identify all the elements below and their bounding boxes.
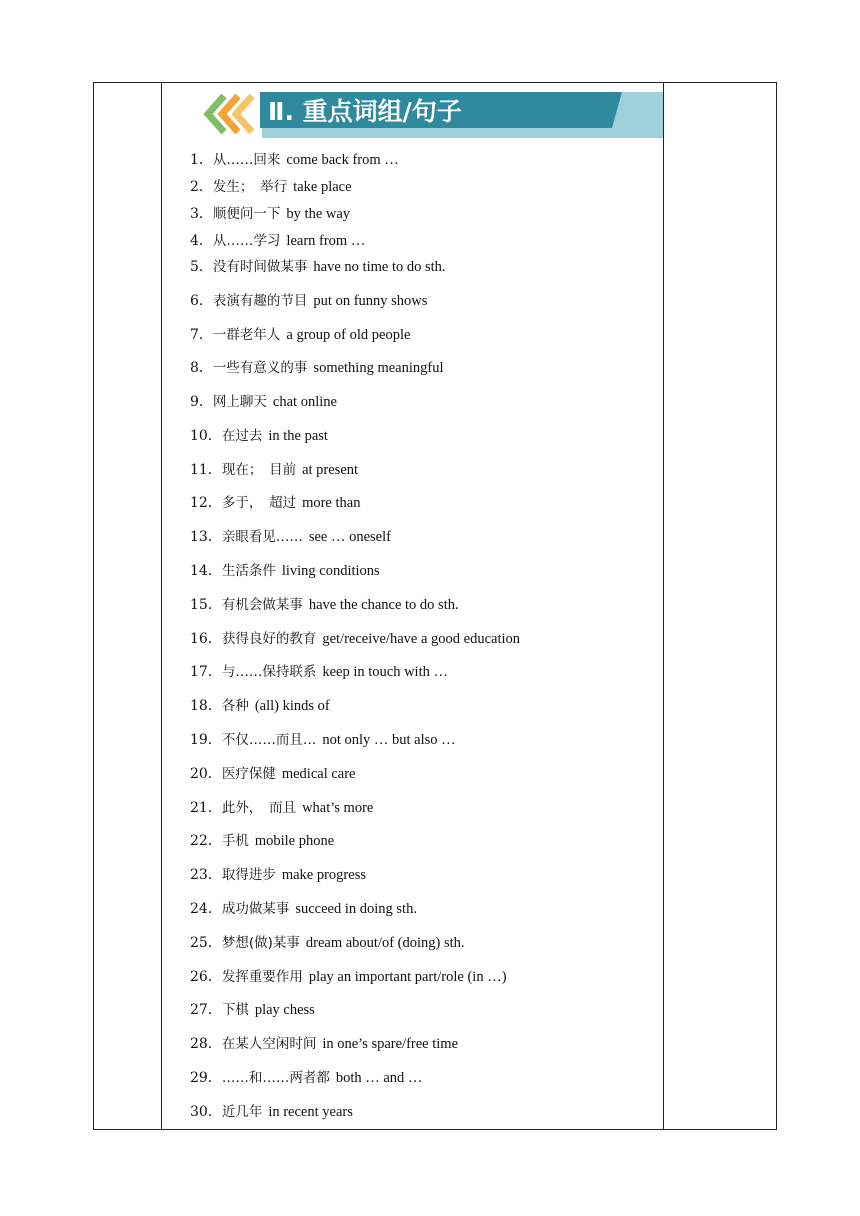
phrase-english: in recent years [268, 1104, 353, 1120]
phrase-item [190, 661, 448, 683]
phrase-item [190, 797, 373, 819]
phrase-english: not only … but also … [322, 732, 456, 748]
phrase-chinese: 发挥重要作用 [221, 969, 303, 985]
phrase-item [190, 391, 337, 413]
phrase-english: a group of old people [286, 327, 411, 343]
phrase-item [190, 1101, 353, 1123]
phrase-item [190, 425, 328, 447]
phrase-number: 16． [190, 631, 222, 647]
phrase-chinese: 梦想(做)某事 [221, 935, 300, 951]
phrase-item [190, 560, 380, 582]
phrase-chinese: 从……回来 [212, 152, 281, 168]
phrase-english: succeed in doing sth. [295, 901, 417, 917]
phrase-chinese: 发生； 举行 [212, 179, 288, 195]
phrase-number: 27． [190, 1002, 222, 1018]
phrase-item [190, 149, 399, 171]
phrase-chinese: 手机 [221, 833, 249, 849]
phrase-item [190, 999, 315, 1021]
phrase-item [190, 898, 417, 920]
phrase-chinese: 一些有意义的事 [212, 360, 308, 376]
section-title: Ⅱ. 重点词组/句子 [268, 97, 462, 126]
phrase-english: make progress [281, 867, 366, 883]
phrase-english: play chess [254, 1002, 315, 1018]
phrase-english: get/receive/have a good education [322, 631, 520, 647]
phrase-item [190, 932, 465, 954]
phrase-number: 6． [190, 293, 213, 309]
phrase-english: by the way [286, 206, 351, 222]
phrase-item [190, 459, 358, 481]
phrase-number: 18． [190, 698, 222, 714]
phrase-item [190, 1067, 422, 1089]
phrase-english: mobile phone [254, 833, 335, 849]
phrase-number: 24． [190, 901, 222, 917]
phrase-english: in the past [268, 428, 328, 444]
phrase-item [190, 203, 350, 225]
phrase-number: 9． [190, 394, 213, 410]
phrase-number: 8． [190, 360, 213, 376]
phrase-number: 19． [190, 732, 222, 748]
phrase-chinese: 此外， 而且 [221, 800, 297, 816]
phrase-chinese: 没有时间做某事 [212, 259, 308, 275]
phrase-number: 22． [190, 833, 222, 849]
phrase-item [190, 695, 330, 717]
phrase-english: learn from … [286, 233, 366, 249]
phrase-english: at present [302, 462, 359, 478]
phrase-english: both … and … [335, 1070, 423, 1086]
phrase-chinese: 取得进步 [221, 867, 276, 883]
phrase-item [190, 324, 410, 346]
phrase-number: 11． [190, 462, 222, 478]
phrase-number: 21． [190, 800, 222, 816]
column-divider-right [663, 83, 664, 1129]
phrase-english: more than [302, 495, 361, 511]
phrase-chinese: 下棋 [221, 1002, 249, 1018]
phrase-english: living conditions [281, 563, 380, 579]
phrase-number: 14． [190, 563, 222, 579]
phrase-english: in one’s spare/free time [322, 1036, 459, 1052]
phrase-english: come back from … [286, 152, 399, 168]
phrase-chinese: 不仅……而且… [221, 732, 317, 748]
phrase-item [190, 594, 459, 616]
phrase-english: medical care [281, 766, 356, 782]
phrase-number: 1． [190, 152, 213, 168]
phrase-english: something meaningful [313, 360, 444, 376]
phrase-chinese: 医疗保健 [221, 766, 276, 782]
phrase-number: 13． [190, 529, 222, 545]
phrase-chinese: 有机会做某事 [221, 597, 303, 613]
phrase-item [190, 966, 507, 988]
phrase-number: 25． [190, 935, 222, 951]
phrase-chinese: 现在； 目前 [221, 462, 297, 478]
phrase-item [190, 176, 352, 198]
phrase-item [190, 230, 365, 252]
phrase-number: 28． [190, 1036, 222, 1052]
phrase-item [190, 830, 334, 852]
phrase-number: 26． [190, 969, 222, 985]
phrase-chinese: 各种 [221, 698, 249, 714]
phrase-item [190, 1033, 458, 1055]
phrase-chinese: 网上聊天 [212, 394, 267, 410]
phrase-number: 17． [190, 664, 222, 680]
phrase-number: 4． [190, 233, 213, 249]
phrase-chinese: 一群老年人 [212, 327, 281, 343]
phrase-english: take place [293, 179, 352, 195]
phrase-english: play an important part/role (in …) [308, 969, 507, 985]
phrase-number: 7． [190, 327, 213, 343]
phrase-item [190, 628, 520, 650]
phrase-english: dream about/of (doing) sth. [305, 935, 465, 951]
phrase-number: 20． [190, 766, 222, 782]
phrase-english: have the chance to do sth. [308, 597, 459, 613]
phrase-english: see … oneself [308, 529, 391, 545]
phrase-english: have no time to do sth. [313, 259, 446, 275]
phrase-number: 15． [190, 597, 222, 613]
phrase-item [190, 729, 456, 751]
phrase-chinese: 从……学习 [212, 233, 281, 249]
phrase-item [190, 492, 360, 514]
phrase-chinese: 成功做某事 [221, 901, 290, 917]
phrase-chinese: 顺便问一下 [212, 206, 281, 222]
phrase-chinese: 与……保持联系 [221, 664, 317, 680]
phrase-number: 23． [190, 867, 222, 883]
phrase-chinese: 在过去 [221, 428, 263, 444]
chevron-left-icon [236, 96, 252, 132]
phrase-number: 29． [190, 1070, 222, 1086]
section-banner [202, 88, 663, 142]
phrase-item [190, 763, 355, 785]
phrase-chinese: 多于， 超过 [221, 495, 297, 511]
phrase-item [190, 357, 444, 379]
phrase-english: keep in touch with … [322, 664, 448, 680]
phrase-chinese: 亲眼看见…… [221, 529, 303, 545]
phrase-chinese: 近几年 [221, 1104, 263, 1120]
phrase-number: 2． [190, 179, 213, 195]
phrase-english: put on funny shows [313, 293, 428, 309]
phrase-number: 5． [190, 259, 213, 275]
phrase-item [190, 256, 446, 278]
phrase-chinese: 在某人空闲时间 [221, 1036, 317, 1052]
phrase-number: 30． [190, 1104, 222, 1120]
phrase-english: chat online [272, 394, 337, 410]
column-divider-left [161, 83, 162, 1129]
phrase-chinese: 表演有趣的节目 [212, 293, 308, 309]
phrase-english: (all) kinds of [254, 698, 330, 714]
phrase-item [190, 526, 391, 548]
phrase-english: what’s more [302, 800, 374, 816]
phrase-number: 12． [190, 495, 222, 511]
phrase-number: 3． [190, 206, 213, 222]
phrase-chinese: ……和……两者都 [221, 1070, 330, 1086]
phrase-chinese: 生活条件 [221, 563, 276, 579]
phrase-number: 10． [190, 428, 222, 444]
phrase-item [190, 864, 366, 886]
phrase-item [190, 290, 427, 312]
phrase-chinese: 获得良好的教育 [221, 631, 317, 647]
